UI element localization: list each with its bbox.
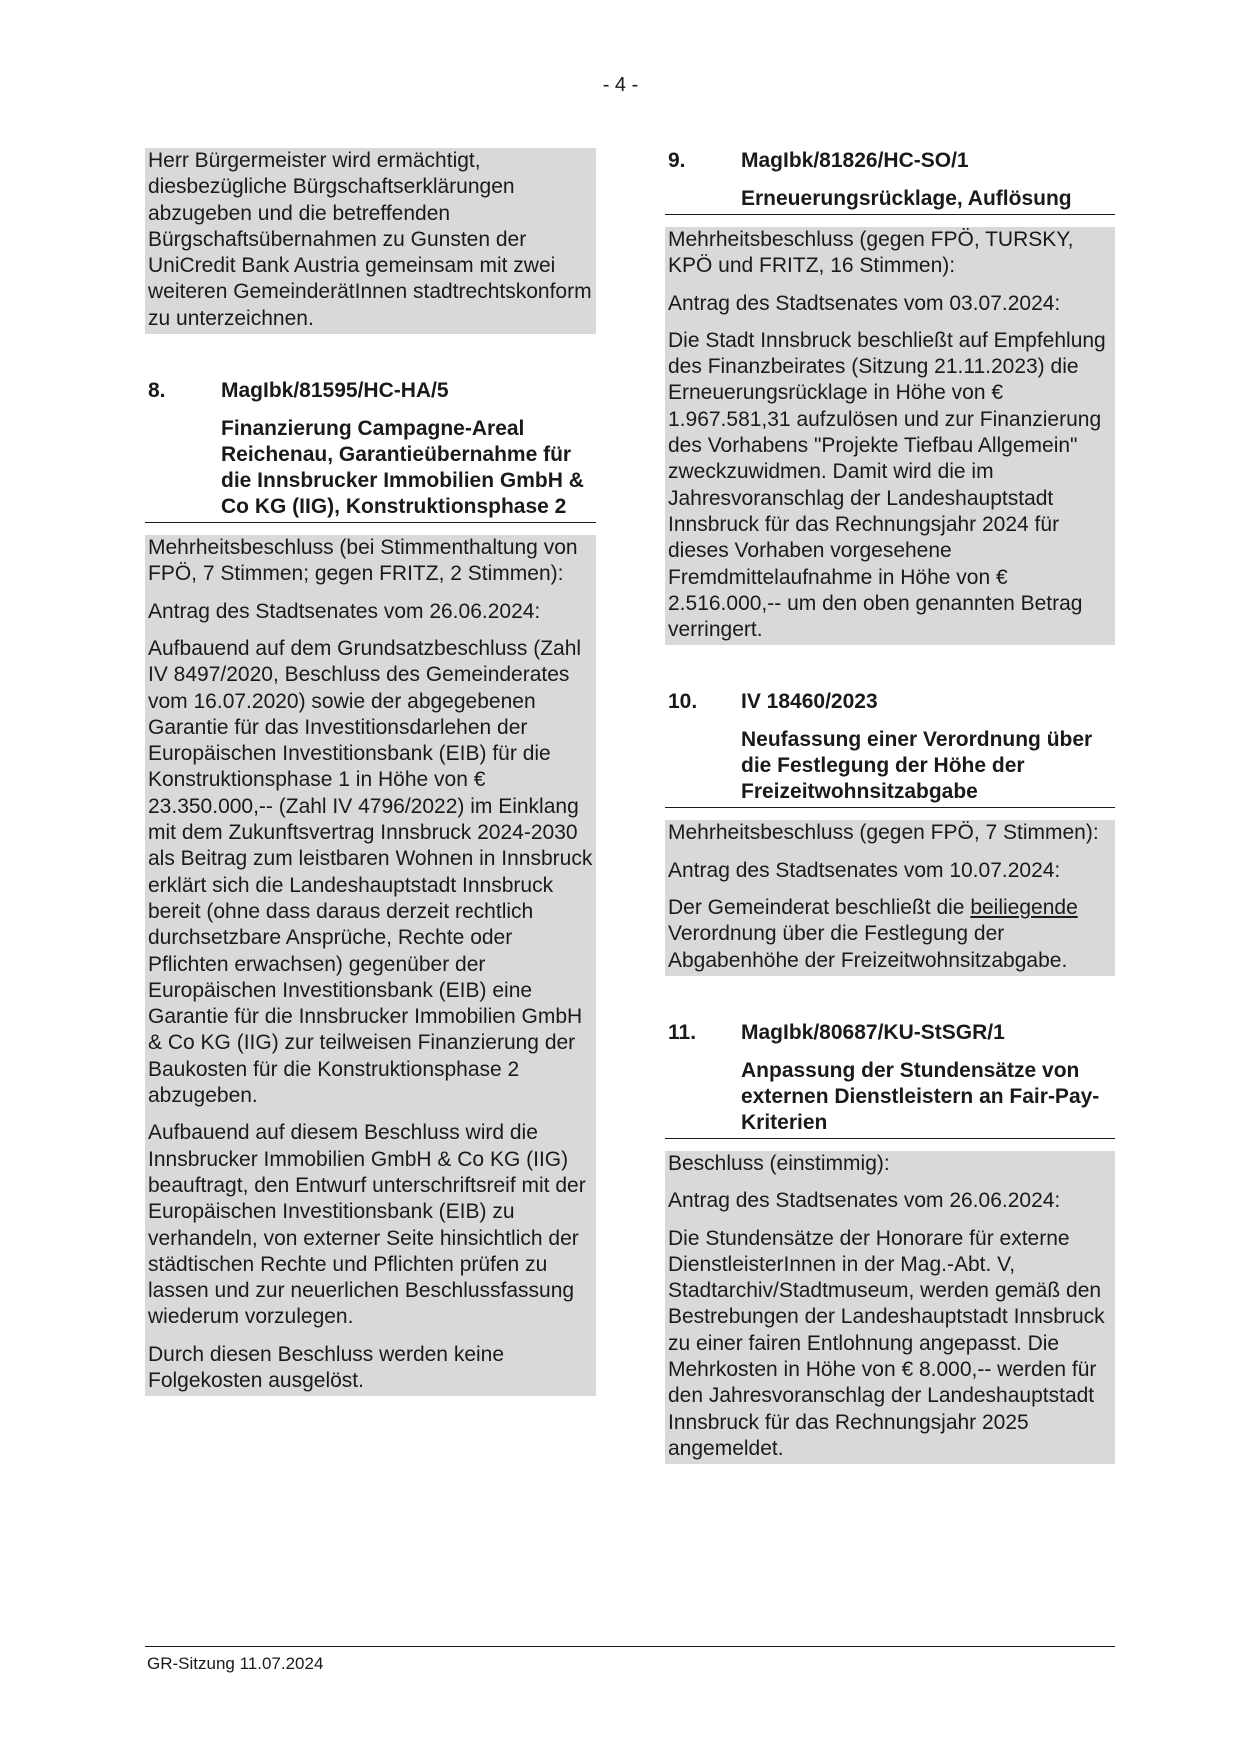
agenda-item-11	[665, 1020, 1115, 1464]
item-11-number: 11.	[668, 1020, 697, 1044]
item-8-heading	[145, 378, 596, 404]
item-9-title: Erneuerungsrücklage, Auflösung	[665, 186, 1115, 215]
item-8-paragraph-1: Aufbauend auf dem Grundsatzbeschluss (Zahl IV 8497/2020, Beschluss des Gemeinderates vom 16.07.2020) sowie der abgegebenen Garantie für das Investitionsdarlehen der Europäischen Investitionsbank (EIB) für die Konstruktionsphase 1 in Höhe von € 23.350.000,-- (Zahl IV 4796/2022) im Einklang mit dem Zukunftsvertrag Innsbruck 2024-2030 als Beitrag zum leistbaren Wohnen in Innsbruck erklärt sich die Landeshauptstadt Innsbruck bereit (ohne dass daraus derzeit rechtlich durchsetzbare Ansprüche, Rechte oder Pflichten erwachsen) gegenüber der Europäischen Investitionsbank (EIB) eine Garantie für die Innsbrucker Immobilien GmbH & Co KG (IIG) zur teilweisen Finanzierung der Baukosten für die Konstruktionsphase 2 abzugeben.	[148, 636, 593, 1108]
agenda-item-8	[145, 378, 596, 1396]
right-column	[665, 148, 1115, 1464]
item-10-heading	[665, 689, 1115, 715]
item-10-paragraph-1	[668, 895, 1112, 976]
item-10-paragraph-1-end: Verordnung über die Festlegung der Abgabenhöhe der Freizeitwohnsitzabgabe.	[668, 922, 1068, 972]
item-11-motion: Antrag des Stadtsenates vom 26.06.2024:	[668, 1189, 1061, 1213]
attachment-link[interactable]: beiliegende	[970, 896, 1078, 920]
page-number: - 4 -	[602, 74, 639, 96]
item-11-paragraph-1: Die Stundensätze der Honorare für externe DienstleisterInnen in der Mag.-Abt. V, Stadtarchiv/Stadtmuseum, werden gemäß den Bestrebungen der Landeshauptstadt Innsbruck zu einer fairen Entlohnung angepasst. Die Mehrkosten in Höhe von € 8.000,-- werden für den Jahresvoranschlag der Landeshauptstadt Innsbruck für das Rechnungsjahr 2025 angemeldet.	[668, 1226, 1105, 1460]
item-8-motion: Antrag des Stadtsenates vom 26.06.2024:	[148, 599, 541, 623]
item-11-reference: MagIbk/80687/KU-StSGR/1	[741, 1020, 1005, 1044]
left-column	[145, 148, 596, 1396]
item-9-number: 9.	[668, 149, 686, 172]
item-8-paragraph-2: Aufbauend auf diesem Beschluss wird die Innsbrucker Immobilien GmbH & Co KG (IIG) beauftragt, den Entwurf unterschriftsreif mit der Europäischen Investitionsbank (EIB) zu verhandeln, von externer Seite hinsichtlich der städtischen Rechte und Pflichten prüfen zu lassen und zur neuerlichen Beschlussfassung wiederum vorzulegen.	[148, 1121, 586, 1329]
item-9-paragraph-1: Die Stadt Innsbruck beschließt auf Empfehlung des Finanzbeirates (Sitzung 21.11.2023) die Erneuerungsrücklage in Höhe von € 1.967.581,31 aufzulösen und zur Finanzierung des Vorhabens "Projekte Tiefbau Allgemein" zweckzuwidmen. Damit wird die im Jahresvoranschlag der Landeshauptstadt Innsbruck für das Rechnungsjahr 2024 für dieses Vorhaben vorgesehene Fremdmittelaufnahme in Höhe von € 2.516.000,-- um den oben genannten Betrag verringert.	[668, 328, 1106, 642]
item-10-number: 10.	[668, 690, 698, 714]
item-8-reference: MagIbk/81595/HC-HA/5	[221, 379, 449, 403]
item-8-number: 8.	[148, 379, 166, 403]
item-8-vote: Mehrheitsbeschluss (bei Stimmenthaltung von FPÖ, 7 Stimmen; gegen FRITZ, 2 Stimmen):	[148, 536, 578, 586]
item-9-heading	[665, 148, 1115, 174]
item-9-vote: Mehrheitsbeschluss (gegen FPÖ, TURSKY, KPÖ und FRITZ, 16 Stimmen):	[668, 228, 1074, 278]
item-9-reference: MagIbk/81826/HC-SO/1	[741, 149, 969, 172]
item-8-paragraph-3: Durch diesen Beschluss werden keine Folgekosten ausgelöst.	[148, 1342, 505, 1392]
item-10-motion: Antrag des Stadtsenates vom 10.07.2024:	[668, 858, 1061, 882]
item-8-title: Finanzierung Campagne-Areal Reichenau, Garantieübernahme für die Innsbrucker Immobilien GmbH & Co KG (IIG), Konstruktionsphase 2	[145, 416, 596, 523]
item-11-vote: Beschluss (einstimmig):	[668, 1151, 890, 1175]
item-10-reference: IV 18460/2023	[741, 690, 878, 714]
item-10-vote: Mehrheitsbeschluss (gegen FPÖ, 7 Stimmen):	[668, 821, 1099, 845]
continuation-block	[145, 148, 596, 334]
footer-divider	[145, 1646, 1115, 1647]
agenda-item-9	[665, 148, 1115, 645]
item-8-body	[145, 535, 596, 1396]
item-9-body	[665, 227, 1115, 645]
item-10-paragraph-1-start: Der Gemeinderat beschließt die	[668, 896, 971, 920]
continuation-paragraph: Herr Bürgermeister wird ermächtigt, diesbezügliche Bürgschaftserklärungen abzugeben und die betreffenden Bürgschaftsübernahmen zu Gunsten der UniCredit Bank Austria gemeinsam mit zwei weiteren GemeinderätInnen stadtrechtskonform zu unterzeichnen.	[148, 149, 592, 330]
footer-session-date: GR-Sitzung 11.07.2024	[147, 1654, 324, 1673]
item-11-body	[665, 1151, 1115, 1464]
item-10-title: Neufassung einer Verordnung über die Festlegung der Höhe der Freizeitwohnsitzabgabe	[665, 727, 1115, 808]
item-10-body	[665, 820, 1115, 975]
agenda-item-10	[665, 689, 1115, 975]
item-11-title: Anpassung der Stundensätze von externen Dienstleistern an Fair-Pay-Kriterien	[665, 1058, 1115, 1139]
item-9-motion: Antrag des Stadtsenates vom 03.07.2024:	[668, 291, 1061, 315]
item-11-heading	[665, 1020, 1115, 1046]
